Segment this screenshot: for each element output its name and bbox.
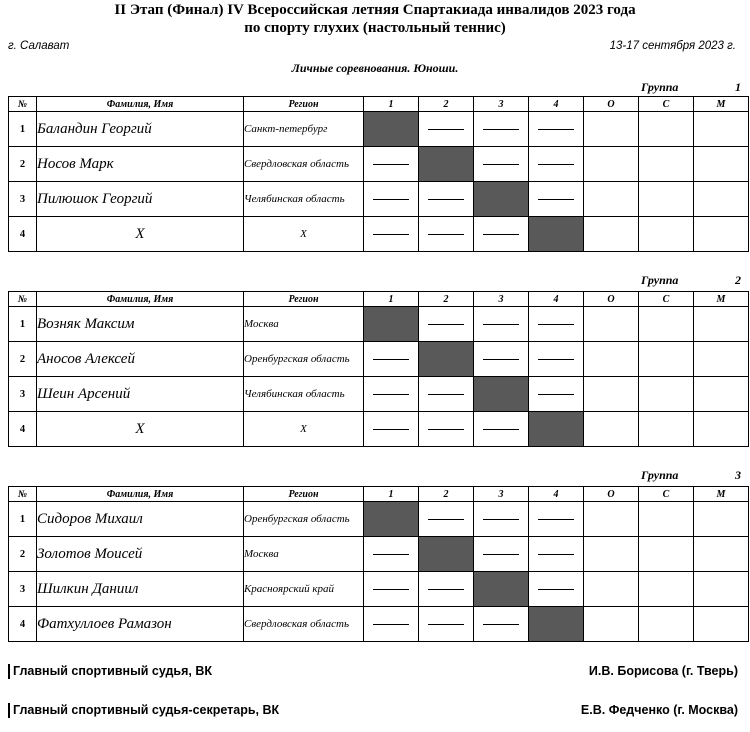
- table-row: [9, 182, 749, 217]
- player-name: Носов Марк: [37, 147, 244, 182]
- match-score-cell: [474, 307, 529, 342]
- empty-score-dash: [483, 624, 519, 625]
- column-header-o: О: [584, 97, 639, 112]
- match-score-cell: [474, 112, 529, 147]
- player-region: Свердловская область: [244, 607, 364, 642]
- match-score-cell: [364, 342, 419, 377]
- row-number: 4: [9, 412, 37, 447]
- match-score-cell: [419, 377, 474, 412]
- column-header-name: Фамилия, Имя: [37, 487, 244, 502]
- empty-score-dash: [538, 589, 574, 590]
- result-cell-rank: [694, 217, 749, 252]
- player-region: Свердловская область: [244, 147, 364, 182]
- empty-score-dash: [428, 234, 464, 235]
- match-score-cell: [364, 537, 419, 572]
- empty-score-dash: [483, 234, 519, 235]
- column-header-region: Регион: [244, 487, 364, 502]
- column-header-c3: 3: [474, 97, 529, 112]
- empty-score-dash: [538, 324, 574, 325]
- result-cell-points: [584, 217, 639, 252]
- table-row: [9, 147, 749, 182]
- empty-score-dash: [428, 324, 464, 325]
- table-row: [9, 377, 749, 412]
- row-number: 4: [9, 607, 37, 642]
- match-score-cell: [529, 537, 584, 572]
- document-title-line2: по спорту глухих (настольный теннис): [244, 20, 506, 36]
- empty-score-dash: [373, 394, 409, 395]
- result-cell-place: [639, 412, 694, 447]
- match-score-cell: [364, 182, 419, 217]
- self-match-cell: [364, 112, 419, 147]
- table-row: [9, 502, 749, 537]
- match-score-cell: [419, 502, 474, 537]
- column-header-c2: 2: [419, 97, 474, 112]
- table-row: [9, 342, 749, 377]
- match-score-cell: [364, 147, 419, 182]
- match-score-cell: [419, 607, 474, 642]
- player-region: Челябинская область: [244, 182, 364, 217]
- empty-score-dash: [483, 429, 519, 430]
- column-header-c1: 1: [364, 97, 419, 112]
- column-header-region: Регион: [244, 97, 364, 112]
- self-match-cell: [529, 217, 584, 252]
- match-score-cell: [474, 607, 529, 642]
- match-score-cell: [364, 217, 419, 252]
- match-score-cell: [419, 307, 474, 342]
- match-score-cell: [529, 147, 584, 182]
- self-match-cell: [419, 342, 474, 377]
- player-name: Шилкин Даниил: [37, 572, 244, 607]
- table-row: [9, 112, 749, 147]
- column-header-c2: 2: [419, 292, 474, 307]
- match-score-cell: [529, 112, 584, 147]
- match-score-cell: [419, 217, 474, 252]
- empty-score-dash: [483, 519, 519, 520]
- dates-label: 13-17 сентября 2023 г.: [609, 40, 736, 52]
- empty-score-dash: [428, 519, 464, 520]
- group-name: Группа: [641, 468, 679, 482]
- result-cell-rank: [694, 377, 749, 412]
- player-name: Шеин Арсений: [37, 377, 244, 412]
- match-score-cell: [529, 342, 584, 377]
- match-score-cell: [364, 412, 419, 447]
- result-cell-rank: [694, 502, 749, 537]
- match-score-cell: [364, 377, 419, 412]
- player-name: Золотов Моисей: [37, 537, 244, 572]
- table-header-row: [9, 97, 749, 112]
- match-score-cell: [474, 342, 529, 377]
- empty-score-dash: [483, 359, 519, 360]
- empty-score-dash: [373, 624, 409, 625]
- result-cell-points: [584, 307, 639, 342]
- group-number: 3: [735, 468, 741, 482]
- empty-score-dash: [538, 394, 574, 395]
- player-region: Москва: [244, 537, 364, 572]
- self-match-cell: [419, 147, 474, 182]
- result-cell-rank: [694, 537, 749, 572]
- player-name: Х: [37, 217, 244, 252]
- chief-judge-name: И.В. Борисова (г. Тверь): [588, 664, 738, 678]
- self-match-cell: [364, 307, 419, 342]
- group-3-table: [8, 486, 749, 642]
- group-1-table: [8, 96, 749, 252]
- self-match-cell: [529, 412, 584, 447]
- empty-score-dash: [373, 429, 409, 430]
- result-cell-rank: [694, 607, 749, 642]
- match-score-cell: [419, 182, 474, 217]
- row-number: 3: [9, 572, 37, 607]
- player-name: Баландин Георгий: [37, 112, 244, 147]
- table-row: [9, 412, 749, 447]
- result-cell-rank: [694, 147, 749, 182]
- result-cell-rank: [694, 112, 749, 147]
- empty-score-dash: [483, 164, 519, 165]
- table-row: [9, 217, 749, 252]
- row-number: 3: [9, 182, 37, 217]
- result-cell-place: [639, 147, 694, 182]
- group-name: Группа: [641, 273, 679, 287]
- result-cell-points: [584, 182, 639, 217]
- result-cell-points: [584, 572, 639, 607]
- chief-secretary-name: Е.В. Федченко (г. Москва): [580, 703, 738, 717]
- column-header-o: О: [584, 487, 639, 502]
- self-match-cell: [419, 537, 474, 572]
- table-row: [9, 572, 749, 607]
- result-cell-points: [584, 502, 639, 537]
- result-cell-points: [584, 412, 639, 447]
- column-header-c1: 1: [364, 292, 419, 307]
- column-header-c2: 2: [419, 487, 474, 502]
- player-region: Челябинская область: [244, 377, 364, 412]
- match-score-cell: [419, 412, 474, 447]
- player-region: Красноярский край: [244, 572, 364, 607]
- row-number: 1: [9, 307, 37, 342]
- competition-subtitle: Личные соревнования. Юноши.: [291, 61, 459, 75]
- column-header-c4: 4: [529, 292, 584, 307]
- self-match-cell: [474, 377, 529, 412]
- empty-score-dash: [428, 129, 464, 130]
- empty-score-dash: [483, 129, 519, 130]
- empty-score-dash: [428, 394, 464, 395]
- match-score-cell: [529, 502, 584, 537]
- table-header-row: [9, 292, 749, 307]
- player-name: Аносов Алексей: [37, 342, 244, 377]
- result-cell-place: [639, 217, 694, 252]
- column-header-name: Фамилия, Имя: [37, 97, 244, 112]
- city-label: г. Салават: [8, 40, 70, 52]
- row-number: 3: [9, 377, 37, 412]
- column-header-num: №: [9, 487, 37, 502]
- self-match-cell: [474, 572, 529, 607]
- player-region: Оренбургская область: [244, 342, 364, 377]
- result-cell-rank: [694, 182, 749, 217]
- column-header-c1: 1: [364, 487, 419, 502]
- result-cell-points: [584, 112, 639, 147]
- empty-score-dash: [373, 589, 409, 590]
- column-header-m: М: [694, 97, 749, 112]
- match-score-cell: [364, 607, 419, 642]
- player-region: Санкт-петербург: [244, 112, 364, 147]
- match-score-cell: [474, 217, 529, 252]
- column-header-o: О: [584, 292, 639, 307]
- match-score-cell: [419, 112, 474, 147]
- row-number: 1: [9, 112, 37, 147]
- self-match-cell: [474, 182, 529, 217]
- empty-score-dash: [373, 234, 409, 235]
- result-cell-place: [639, 537, 694, 572]
- empty-score-dash: [428, 429, 464, 430]
- result-cell-points: [584, 607, 639, 642]
- column-header-c4: 4: [529, 97, 584, 112]
- chief-judge-title: Главный спортивный судья, ВК: [8, 664, 212, 679]
- match-score-cell: [474, 147, 529, 182]
- row-number: 2: [9, 147, 37, 182]
- empty-score-dash: [538, 359, 574, 360]
- empty-score-dash: [538, 129, 574, 130]
- result-cell-rank: [694, 572, 749, 607]
- self-match-cell: [529, 607, 584, 642]
- group-number: 2: [735, 273, 741, 287]
- column-header-c4: 4: [529, 487, 584, 502]
- result-cell-place: [639, 502, 694, 537]
- result-cell-place: [639, 182, 694, 217]
- empty-score-dash: [428, 199, 464, 200]
- column-header-s: С: [639, 97, 694, 112]
- empty-score-dash: [373, 554, 409, 555]
- column-header-region: Регион: [244, 292, 364, 307]
- row-number: 2: [9, 342, 37, 377]
- result-cell-place: [639, 572, 694, 607]
- result-cell-place: [639, 342, 694, 377]
- match-score-cell: [419, 572, 474, 607]
- result-cell-rank: [694, 342, 749, 377]
- empty-score-dash: [428, 589, 464, 590]
- result-cell-points: [584, 377, 639, 412]
- empty-score-dash: [538, 554, 574, 555]
- column-header-m: М: [694, 292, 749, 307]
- match-score-cell: [529, 307, 584, 342]
- player-region: Москва: [244, 307, 364, 342]
- match-score-cell: [364, 572, 419, 607]
- empty-score-dash: [483, 324, 519, 325]
- player-name: Сидоров Михаил: [37, 502, 244, 537]
- player-name: Х: [37, 412, 244, 447]
- table-row: [9, 537, 749, 572]
- empty-score-dash: [538, 519, 574, 520]
- empty-score-dash: [538, 164, 574, 165]
- table-row: [9, 307, 749, 342]
- player-name: Пилюшок Георгий: [37, 182, 244, 217]
- empty-score-dash: [538, 199, 574, 200]
- empty-score-dash: [428, 624, 464, 625]
- row-number: 1: [9, 502, 37, 537]
- table-header-row: [9, 487, 749, 502]
- empty-score-dash: [483, 554, 519, 555]
- result-cell-rank: [694, 307, 749, 342]
- result-cell-points: [584, 342, 639, 377]
- column-header-num: №: [9, 292, 37, 307]
- match-score-cell: [474, 412, 529, 447]
- column-header-s: С: [639, 292, 694, 307]
- empty-score-dash: [373, 359, 409, 360]
- result-cell-place: [639, 112, 694, 147]
- empty-score-dash: [373, 199, 409, 200]
- match-score-cell: [474, 502, 529, 537]
- player-region: Х: [244, 412, 364, 447]
- player-name: Возняк Максим: [37, 307, 244, 342]
- row-number: 2: [9, 537, 37, 572]
- column-header-s: С: [639, 487, 694, 502]
- chief-secretary-title: Главный спортивный судья-секретарь, ВК: [8, 703, 279, 718]
- result-cell-rank: [694, 412, 749, 447]
- result-cell-points: [584, 147, 639, 182]
- player-region: Оренбургская область: [244, 502, 364, 537]
- column-header-c3: 3: [474, 292, 529, 307]
- document-title-line1: II Этап (Финал) IV Всероссийская летняя Спартакиада инвалидов 2023 года: [114, 2, 636, 18]
- group-2-table: [8, 291, 749, 447]
- table-row: [9, 607, 749, 642]
- row-number: 4: [9, 217, 37, 252]
- column-header-name: Фамилия, Имя: [37, 292, 244, 307]
- match-score-cell: [529, 377, 584, 412]
- match-score-cell: [529, 572, 584, 607]
- player-region: Х: [244, 217, 364, 252]
- column-header-c3: 3: [474, 487, 529, 502]
- empty-score-dash: [373, 164, 409, 165]
- result-cell-points: [584, 537, 639, 572]
- result-cell-place: [639, 607, 694, 642]
- result-cell-place: [639, 307, 694, 342]
- group-name: Группа: [641, 80, 679, 94]
- group-number: 1: [735, 80, 741, 94]
- result-cell-place: [639, 377, 694, 412]
- match-score-cell: [474, 537, 529, 572]
- self-match-cell: [364, 502, 419, 537]
- column-header-m: М: [694, 487, 749, 502]
- column-header-num: №: [9, 97, 37, 112]
- player-name: Фатхуллоев Рамазон: [37, 607, 244, 642]
- match-score-cell: [529, 182, 584, 217]
